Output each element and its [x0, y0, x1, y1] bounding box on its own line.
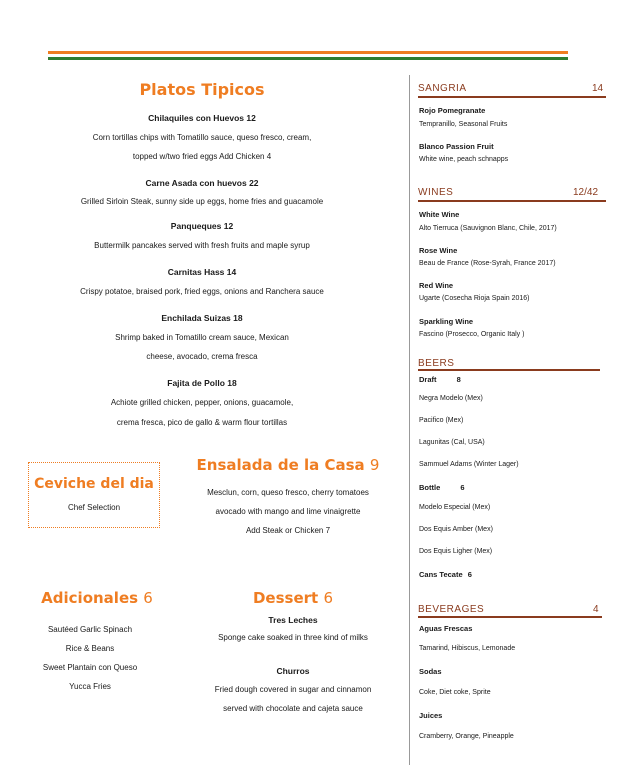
drink-name: Juices [419, 711, 443, 720]
drink-desc: Fascino (Prosecco, Organic Italy ) [419, 331, 525, 338]
adicionales-price: 6 [143, 589, 153, 607]
beverages-underline [418, 616, 602, 618]
ensalada-desc-line: Add Steak or Chicken 7 [245, 526, 331, 535]
sangria-price: 14 [592, 83, 604, 94]
side-item: Sweet Plantain con Queso [42, 663, 138, 672]
dish-desc-line: Buttermilk pancakes served with fresh fruits and maple syrup [94, 241, 310, 250]
dish-name: Chilaquiles con Huevos [148, 113, 245, 123]
beers-underline [418, 369, 600, 371]
sangria-underline [418, 96, 606, 98]
side-item: Sautéed Garlic Spinach [47, 625, 133, 634]
beer-item: Dos Equis Ligher (Mex) [419, 548, 493, 555]
drink-name: White Wine [419, 210, 460, 219]
dessert-item-name: Churros [276, 666, 310, 676]
drink-name: Sparkling Wine [419, 317, 474, 326]
dish-desc-line: Achiote grilled chicken, pepper, onions, guacamole, [110, 398, 294, 407]
dish-price: 14 [226, 267, 237, 277]
dish-price: 18 [227, 378, 237, 388]
dish-fajita [0, 378, 404, 388]
dish-desc-line: Grilled Sirloin Steak, sunny side up eggs, home fries and guacamole [80, 197, 324, 206]
drink-name: Red Wine [419, 281, 454, 290]
top-stripe-green [48, 57, 568, 60]
drink-desc: Beau de France (Rose-Syrah, France 2017) [419, 260, 556, 267]
dish-carne-asada [0, 178, 404, 188]
drink-name: Blanco Passion Fruit [419, 142, 494, 151]
dish-enchilada [0, 313, 404, 323]
dessert-desc-line: served with chocolate and cajeta sauce [223, 704, 363, 713]
ensalada-desc-line: Mesclun, corn, queso fresco, cherry tomatoes [207, 488, 369, 497]
drink-desc: Alto Tierruca (Sauvignon Blanc, Chile, 2017) [419, 225, 557, 232]
drink-name: Rojo Pomegranate [419, 106, 486, 115]
dish-carnitas [0, 267, 404, 277]
bottle-price: 6 [460, 483, 465, 492]
bottle-label: Bottle [419, 483, 441, 492]
dessert-title [190, 589, 396, 607]
beer-item: Lagunitas (Cal, USA) [419, 439, 485, 446]
dish-desc-line: topped w/two fried eggs Add Chicken 4 [132, 152, 272, 161]
dessert-item-name: Tres Leches [268, 615, 318, 625]
ceviche-title: Ceviche del dia [34, 476, 154, 492]
dish-desc-line: Corn tortillas chips with Tomatillo sauce, queso fresco, cream, [92, 133, 312, 142]
dish-name: Enchilada Suizas [161, 313, 231, 323]
drink-desc: Ugarte (Cosecha Rioja Spain 2016) [419, 295, 530, 302]
drink-desc: Cramberry, Orange, Pineapple [419, 733, 514, 740]
beers-title: BEERS [418, 358, 455, 369]
dish-panqueques [0, 221, 404, 231]
wines-price: 12/42 [573, 187, 599, 198]
cans-label: Cans Tecate [419, 570, 463, 579]
dish-price: 12 [223, 221, 234, 231]
side-item: Yucca Fries [69, 682, 111, 691]
dessert-desc-line: Fried dough covered in sugar and cinnamon [214, 685, 372, 694]
ensalada-title [180, 456, 396, 474]
wines-title: WINES [418, 187, 454, 198]
sangria-title: SANGRIA [418, 83, 467, 94]
ensalada-desc-line: avocado with mango and lime vinaigrette [215, 507, 361, 516]
drink-name: Sodas [419, 667, 442, 676]
dessert-price: 6 [323, 589, 333, 607]
beer-bottle-label [419, 483, 465, 492]
beer-draft-label [419, 375, 461, 384]
dish-price: 12 [246, 113, 256, 123]
draft-price: 8 [456, 375, 461, 384]
column-divider [409, 75, 410, 765]
dessert-desc-line: Sponge cake soaked in three kind of milks [218, 633, 368, 642]
dish-price: 22 [249, 178, 259, 188]
side-item: Rice & Beans [65, 644, 115, 653]
beer-item: Negra Modelo (Mex) [419, 395, 483, 402]
ensalada-name: Ensalada de la Casa [196, 456, 365, 474]
beverages-title: BEVERAGES [418, 604, 485, 615]
draft-label: Draft [419, 375, 437, 384]
dish-chilaquiles [0, 113, 404, 123]
beer-item: Sammuel Adams (Winter Lager) [419, 461, 519, 468]
beer-item: Modelo Especial (Mex) [419, 504, 491, 511]
drink-desc: White wine, peach schnapps [419, 156, 509, 163]
dish-desc-line: Crispy potatoe, braised pork, fried eggs, onions and Ranchera sauce [80, 287, 324, 296]
dish-desc-line: crema fresca, pico de gallo & warm flour tortillas [116, 418, 288, 427]
ensalada-price: 9 [369, 456, 380, 474]
beverages-price: 4 [593, 604, 599, 615]
dish-desc-line: cheese, avocado, crema fresca [146, 352, 258, 361]
beer-cans-label [419, 570, 472, 579]
drink-name: Rose Wine [419, 246, 458, 255]
beer-item: Dos Equis Amber (Mex) [419, 526, 493, 533]
drink-desc: Tempranillo, Seasonal Fruits [419, 121, 508, 128]
dish-name: Carnitas Hass [167, 267, 225, 277]
ceviche-box [28, 462, 160, 528]
drink-desc: Coke, Diet coke, Sprite [419, 689, 491, 696]
dish-desc-line: Shrimp baked in Tomatillo cream sauce, Mexican [115, 333, 289, 342]
platos-title: Platos Tipicos [139, 80, 265, 99]
adicionales-title [0, 589, 194, 607]
cans-price: 6 [467, 570, 472, 579]
dessert-name: Dessert [252, 589, 319, 607]
dish-name: Panqueques [170, 221, 222, 231]
wines-underline [418, 200, 606, 202]
dish-name: Carne Asada con huevos [145, 178, 247, 188]
drink-desc: Tamarind, Hibiscus, Lemonade [419, 645, 516, 652]
adicionales-name: Adicionales [41, 589, 139, 607]
beer-item: Pacifico (Mex) [419, 417, 464, 424]
drink-name: Aguas Frescas [419, 624, 473, 633]
top-stripe-orange [48, 51, 568, 54]
dish-name: Fajita de Pollo [167, 378, 225, 388]
dish-price: 18 [233, 313, 243, 323]
ceviche-desc: Chef Selection [67, 503, 121, 512]
